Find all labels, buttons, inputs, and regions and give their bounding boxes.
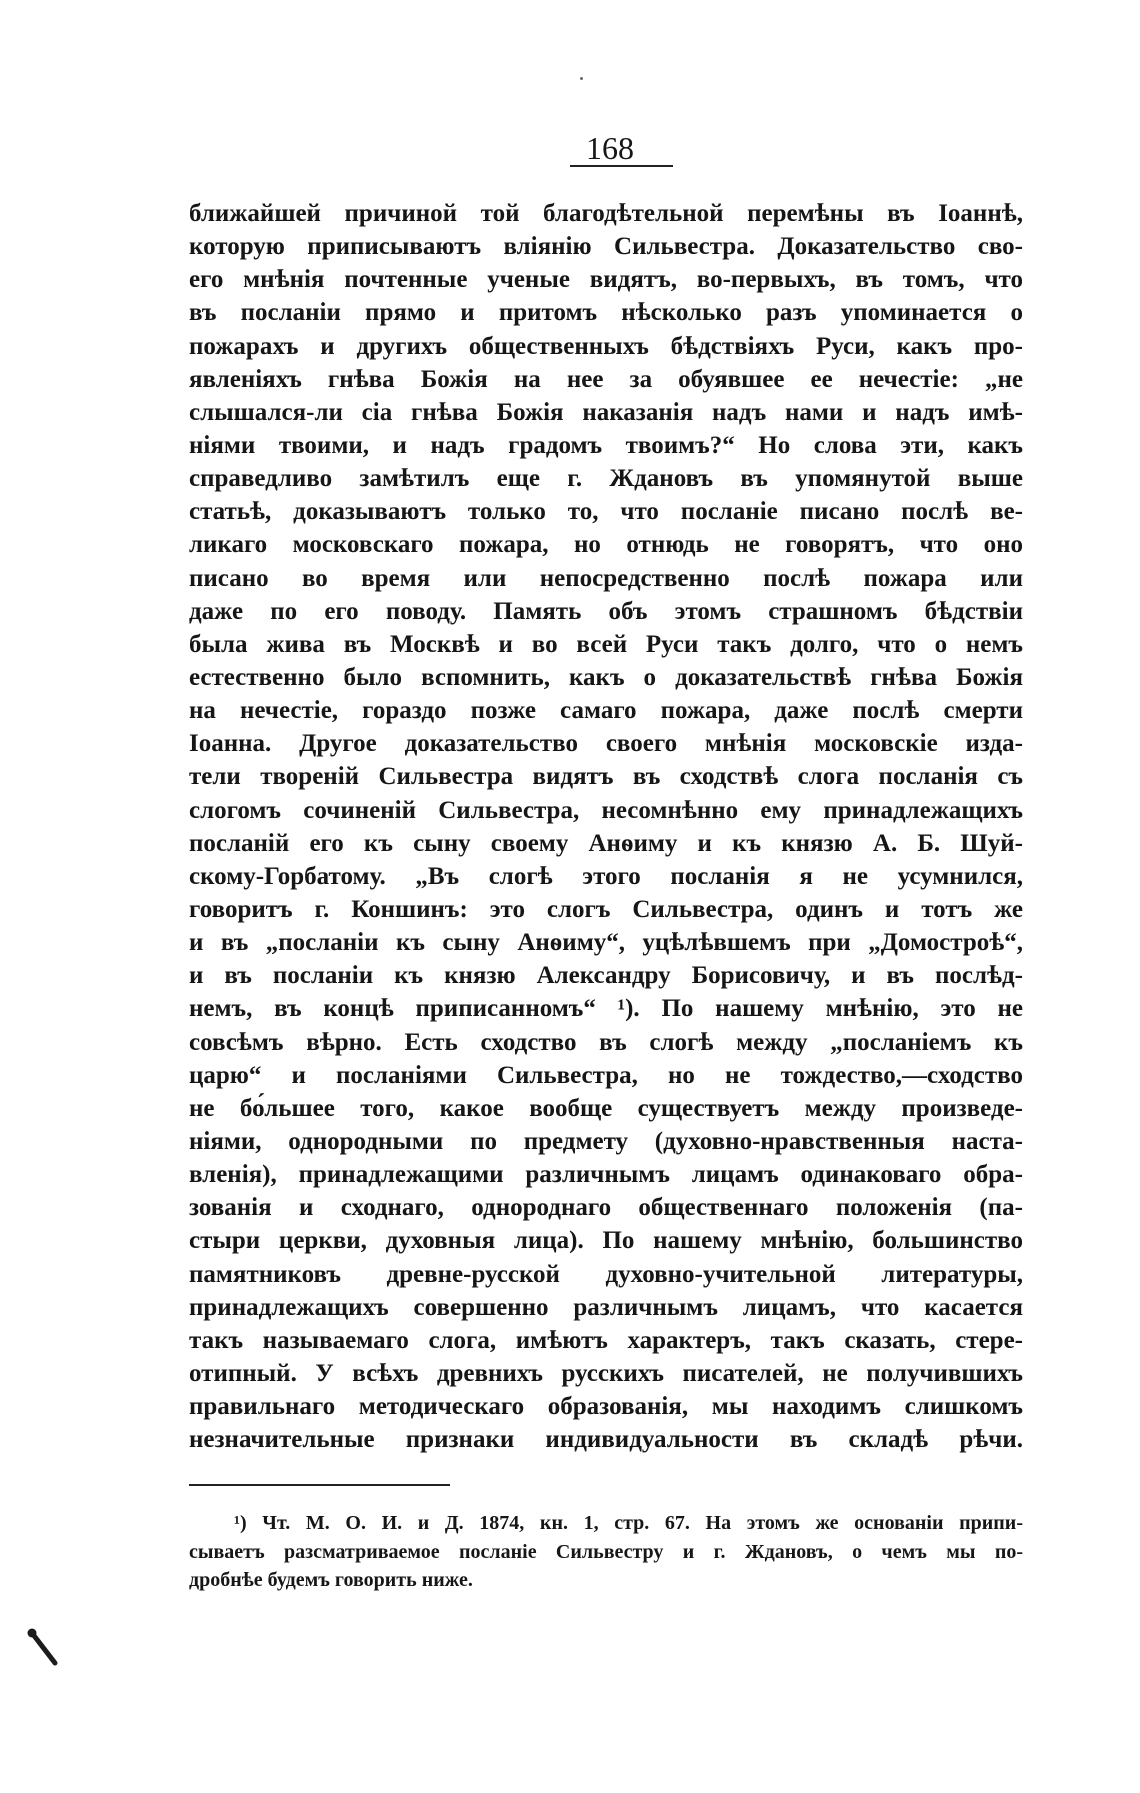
page-number: 168 xyxy=(586,130,634,166)
text-line: совсѣмъ вѣрно. Есть сходство въ слогѣ между „посланіемъ къ xyxy=(189,1028,1023,1056)
text-line: отипный. У всѣхъ древнихъ русскихъ писателей, не получившихъ xyxy=(189,1359,1023,1387)
text-line: посланій его къ сыну своему Анѳиму и къ князю А. Б. Шуй- xyxy=(189,829,1023,857)
text-line: незначительные признаки индивидуальности въ складѣ рѣчи. xyxy=(189,1426,1023,1454)
text-line: зованія и сходнаго, однороднаго общественнаго положенія (па- xyxy=(189,1194,1023,1222)
scan-speck xyxy=(580,77,583,80)
text-line: слышался-ли сіа гнѣва Божія наказанія надъ нами и надъ имѣ- xyxy=(189,398,1023,426)
scan-mark xyxy=(24,1624,64,1672)
body-text xyxy=(189,197,1023,1456)
text-line: ніями, однородными по предмету (духовно-нравственныя наста- xyxy=(189,1127,1023,1155)
text-line: правильнаго методическаго образованія, мы находимъ слишкомъ xyxy=(189,1393,1023,1421)
footnote-line: сываетъ разсматриваемое посланіе Сильвестру и г. Ждановъ, о чемъ мы по- xyxy=(189,1540,1023,1563)
text-line: пожарахъ и другихъ общественныхъ бѣдствіяхъ Руси, какъ про- xyxy=(189,332,1023,360)
text-line: ніями твоими, и надъ градомъ твоимъ?“ Но слова эти, какъ xyxy=(189,431,1023,459)
footnote-line: дробнѣе будемъ говорить ниже. xyxy=(189,1569,473,1591)
text-line: скому-Горбатому. „Въ слогѣ этого посланія я не усумнился, xyxy=(189,862,1023,890)
text-line: писано во время или непосредственно послѣ пожара или xyxy=(189,564,1023,592)
text-line: справедливо замѣтилъ еще г. Ждановъ въ упомянутой выше xyxy=(189,465,1023,493)
text-line: на нечестіе, гораздо позже самаго пожара, даже послѣ смерти xyxy=(189,697,1023,725)
text-line: ликаго московскаго пожара, но отнюдь не говорятъ, что оно xyxy=(189,531,1023,559)
footnote-line: ¹) Чт. М. О. И. и Д. 1874, кн. 1, стр. 67. На этомъ же основаніи припи- xyxy=(234,1512,1023,1534)
text-line: которую приписываютъ вліянію Сильвестра. Доказательство сво- xyxy=(189,233,1023,261)
text-line: такъ называемаго слога, имѣютъ характеръ, такъ сказать, стере- xyxy=(189,1326,1023,1354)
text-line: естественно было вспомнить, какъ о доказательствѣ гнѣва Божія xyxy=(189,663,1023,691)
text-line: стыри церкви, духовныя лица). По нашему мнѣнію, большинство xyxy=(189,1227,1023,1255)
text-line: явленіяхъ гнѣва Божія на нее за обуявшее ее нечестіе: „не xyxy=(189,365,1023,393)
text-line: Іоанна. Другое доказательство своего мнѣнія московскіе изда- xyxy=(189,730,1023,758)
header-rule xyxy=(570,165,673,167)
text-line: говоритъ г. Коншинъ: это слогъ Сильвестра, одинъ и тотъ же xyxy=(189,895,1023,923)
text-line: ближайшей причиной той благодѣтельной перемѣны въ Іоаннѣ, xyxy=(189,200,1023,227)
footnote xyxy=(189,1509,1023,1595)
footnote-rule xyxy=(189,1484,450,1486)
text-line: статьѣ, доказываютъ только то, что посланіе писано послѣ ве- xyxy=(189,498,1023,526)
text-line: принадлежащихъ совершенно различнымъ лицамъ, что касается xyxy=(189,1293,1023,1321)
text-line: тели твореній Сильвестра видятъ въ сходствѣ слога посланія съ xyxy=(189,763,1023,791)
text-line: въ посланіи прямо и притомъ нѣсколько разъ упоминается о xyxy=(189,299,1023,327)
text-line: царю“ и посланіями Сильвестра, но не тождество,—сходство xyxy=(189,1061,1023,1089)
text-line: не бо́льшее того, какое вообще существуетъ между произведе- xyxy=(189,1094,1023,1122)
text-line: была жива въ Москвѣ и во всей Руси такъ долго, что о немъ xyxy=(189,630,1023,658)
text-line: и въ „посланіи къ сыну Анѳиму“, уцѣлѣвшемъ при „Домостроѣ“, xyxy=(189,929,1023,957)
text-line: даже по его поводу. Память объ этомъ страшномъ бѣдствіи xyxy=(189,597,1023,625)
text-line: и въ посланіи къ князю Александру Борисовичу, и въ послѣд- xyxy=(189,962,1023,990)
text-line: вленія), принадлежащими различнымъ лицамъ одинаковаго обра- xyxy=(189,1161,1023,1189)
text-line: его мнѣнія почтенные ученые видятъ, во-первыхъ, въ томъ, что xyxy=(189,266,1023,294)
text-line: слогомъ сочиненій Сильвестра, несомнѣнно ему принадлежащихъ xyxy=(189,796,1023,824)
text-line: немъ, въ концѣ приписанномъ“ ¹). По нашему мнѣнію, это не xyxy=(189,995,1023,1023)
text-line: памятниковъ древне-русской духовно-учительной литературы, xyxy=(189,1260,1023,1288)
